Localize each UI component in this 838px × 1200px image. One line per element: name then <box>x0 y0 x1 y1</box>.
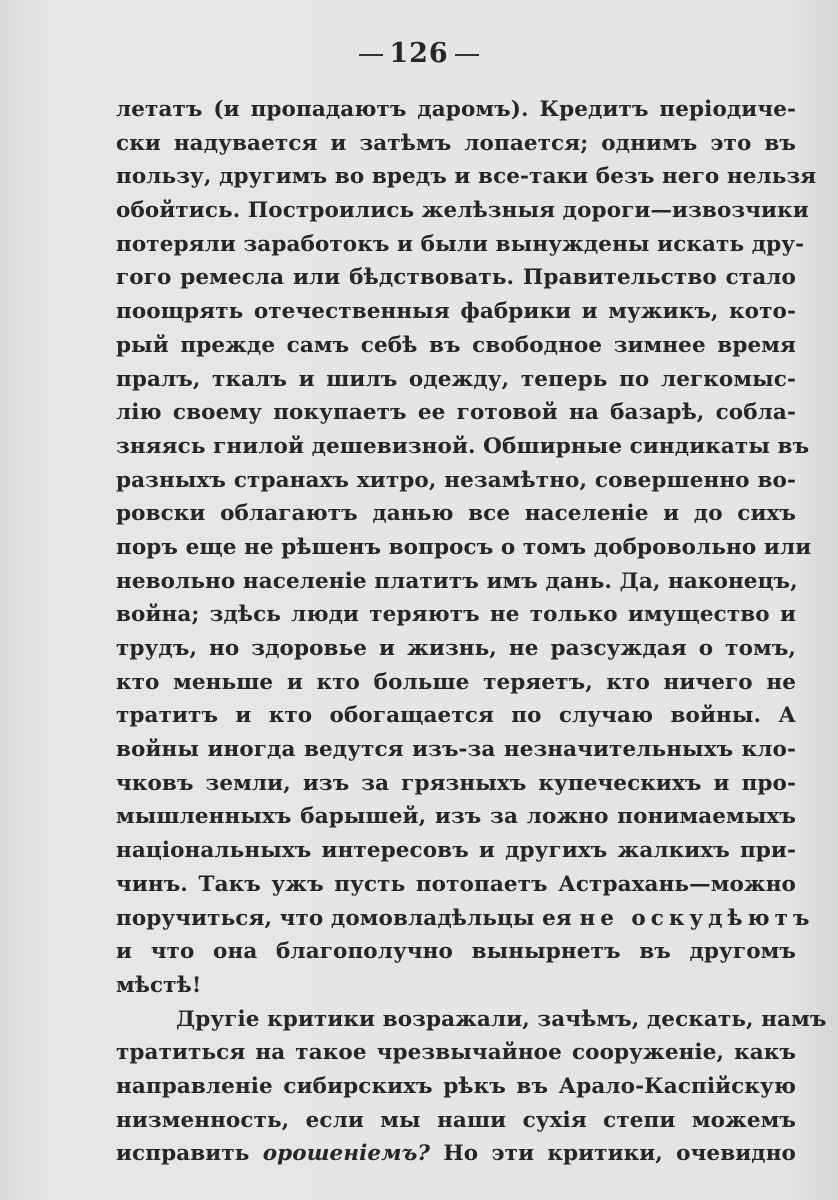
text-line: поощрять отечественныя фабрики и мужикъ, кото- <box>116 299 796 325</box>
text-fragment: Но эти критики, очевидно <box>430 1141 796 1167</box>
text-line: направленіе сибирскихъ рѣкъ въ Арало-Каспійскую <box>116 1073 796 1099</box>
text-line: тратиться на такое чрезвычайное сооруженіе, какъ <box>116 1040 796 1066</box>
text-fragment: исправить <box>116 1141 263 1167</box>
italic-text: орошеніемъ? <box>262 1141 431 1167</box>
text-line: рый прежде самъ себѣ въ свободное зимнее время <box>116 332 796 358</box>
body-text <box>116 93 827 1171</box>
text-line: войны иногда ведутся изъ-за незначительныхъ кло- <box>116 737 796 763</box>
page-number-text: 126 <box>389 38 449 69</box>
text-line: гого ремесла или бѣдствовать. Правительство стало <box>116 265 796 291</box>
text-line: тратитъ и кто обогащается по случаю войны. А <box>116 703 796 729</box>
text-line: лію своему покупаетъ ее готовой на базарѣ, собла- <box>116 400 796 426</box>
dash-left <box>359 54 383 56</box>
text-line: летатъ (и пропадаютъ даромъ). Кредитъ періодиче- <box>116 97 796 122</box>
text-line: низменность, если мы наши сухія степи можемъ <box>116 1107 796 1133</box>
text-line: мѣстѣ! <box>116 972 202 998</box>
text-line: обойтись. Построились желѣзныя дороги—извозчики <box>116 198 809 224</box>
text-line: національныхъ интересовъ и другихъ жалкихъ при- <box>116 838 796 864</box>
text-line: трудъ, но здоровье и жизнь, не разсуждая о томъ, <box>116 636 796 661</box>
text-line: пралъ, ткалъ и шилъ одежду, теперь по легкомыс- <box>116 366 796 392</box>
text-line: разныхъ странахъ хитро, незамѣтно, совершенно во- <box>116 467 796 493</box>
text-line <box>116 902 815 936</box>
page-number <box>0 38 838 69</box>
text-line <box>116 1137 796 1171</box>
text-line: зняясь гнилой дешевизной. Обширные синдикаты въ <box>116 433 810 459</box>
text-line: невольно населеніе платитъ имъ дань. Да, наконецъ, <box>116 568 798 594</box>
dash-right <box>455 54 479 56</box>
text-fragment: поручиться, что домовладѣльцы ея <box>116 905 580 931</box>
text-line: кто меньше и кто больше теряетъ, кто ничего не <box>116 669 796 695</box>
text-line: чинъ. Такъ ужъ пусть потопаетъ Астрахань—можно <box>116 871 796 897</box>
text-line: и что она благополучно вынырнетъ въ другомъ <box>116 939 796 965</box>
text-line: чковъ земли, изъ за грязныхъ купеческихъ и про- <box>116 770 796 796</box>
text-line: пользу, другимъ во вредъ и все-таки безъ него нельзя <box>116 164 817 190</box>
text-line: ровски облагаютъ данью все населеніе и до сихъ <box>116 501 796 527</box>
text-line: потеряли заработокъ и были вынуждены искать дру- <box>116 231 805 257</box>
spaced-text: не оскудѣютъ <box>579 905 815 931</box>
text-line: мышленныхъ барышей, изъ за ложно понимаемыхъ <box>116 804 796 830</box>
text-line: война; здѣсь люди теряютъ не только имущество и <box>116 602 796 628</box>
text-line: ски надувается и затѣмъ лопается; однимъ это въ <box>116 130 796 156</box>
text-line: поръ еще не рѣшенъ вопросъ о томъ добровольно или <box>116 534 812 560</box>
paragraph-first-line: Другіе критики возражали, зачѣмъ, дескать, намъ <box>176 1006 827 1032</box>
